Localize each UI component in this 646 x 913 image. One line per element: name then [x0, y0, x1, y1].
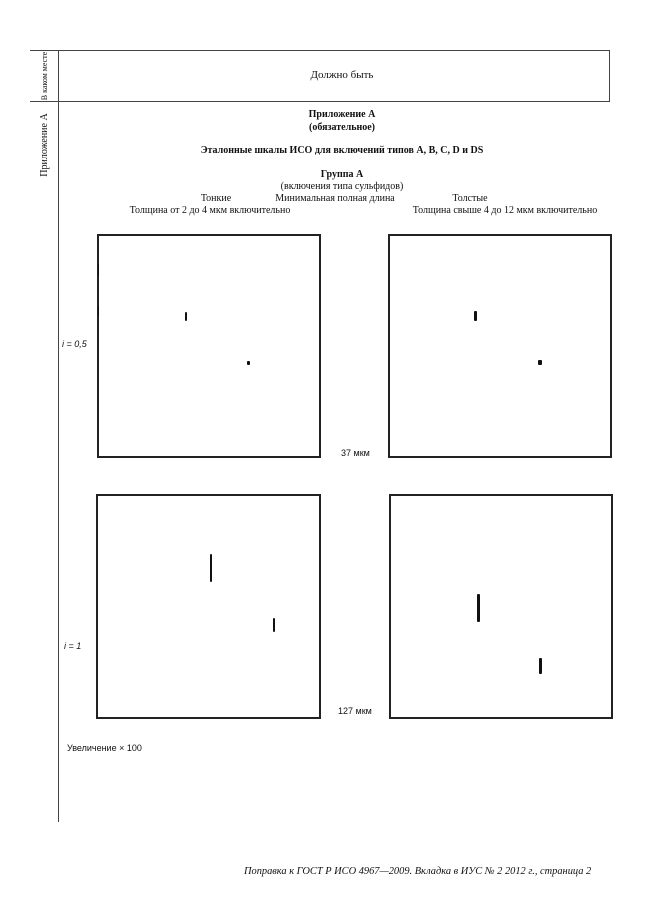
min-length-37: 37 мкм	[341, 448, 370, 458]
inclusion-mark	[538, 360, 542, 365]
thick-range-label: Толщина свыше 4 до 12 мкм включительно	[412, 205, 598, 216]
col-thin-label: Тонкие	[200, 193, 232, 204]
micrograph-thin-i1	[96, 494, 321, 719]
inclusion-mark	[539, 658, 542, 674]
inclusion-mark	[474, 311, 477, 321]
magnification-label: Увеличение × 100	[67, 743, 142, 753]
inclusion-mark	[477, 594, 480, 622]
right-border-line	[609, 50, 610, 102]
edge-artifact	[98, 264, 99, 276]
edge-artifact	[98, 306, 99, 316]
col-min-length-label: Минимальная полная длина	[275, 193, 395, 204]
inclusion-mark	[247, 361, 250, 365]
index-label-i1: i = 1	[64, 641, 82, 651]
annex-status: (обязательное)	[308, 122, 376, 133]
inclusion-mark	[185, 312, 187, 321]
min-length-127: 127 мкм	[338, 706, 372, 716]
annex-heading: Эталонные шкалы ИСО для включений типов A, B, C, D и DS	[200, 145, 484, 156]
group-subtitle: (включения типа сульфидов)	[280, 181, 404, 192]
header-separator-line	[30, 101, 610, 102]
annex-title: Приложение А	[308, 109, 376, 120]
page-footer: Поправка к ГОСТ Р ИСО 4967—2009. Вкладка в ИУС № 2 2012 г., страница 2	[244, 866, 592, 877]
col-thick-label: Толстые	[452, 193, 488, 204]
inclusion-mark	[273, 618, 275, 632]
margin-annex-label: Приложение А	[39, 113, 50, 177]
micrograph-thin-i05	[97, 234, 321, 458]
left-margin-line	[58, 50, 59, 822]
margin-place-label: В каком месте	[40, 51, 49, 101]
micrograph-thick-i05	[388, 234, 612, 458]
index-label-i05: i = 0,5	[62, 339, 87, 349]
should-be-heading: Должно быть	[310, 69, 374, 81]
thin-range-label: Толщина от 2 до 4 мкм включительно	[129, 205, 291, 216]
group-title: Группа А	[320, 169, 364, 180]
micrograph-thick-i1	[389, 494, 613, 719]
top-border-line	[30, 50, 610, 51]
inclusion-mark	[210, 554, 212, 582]
